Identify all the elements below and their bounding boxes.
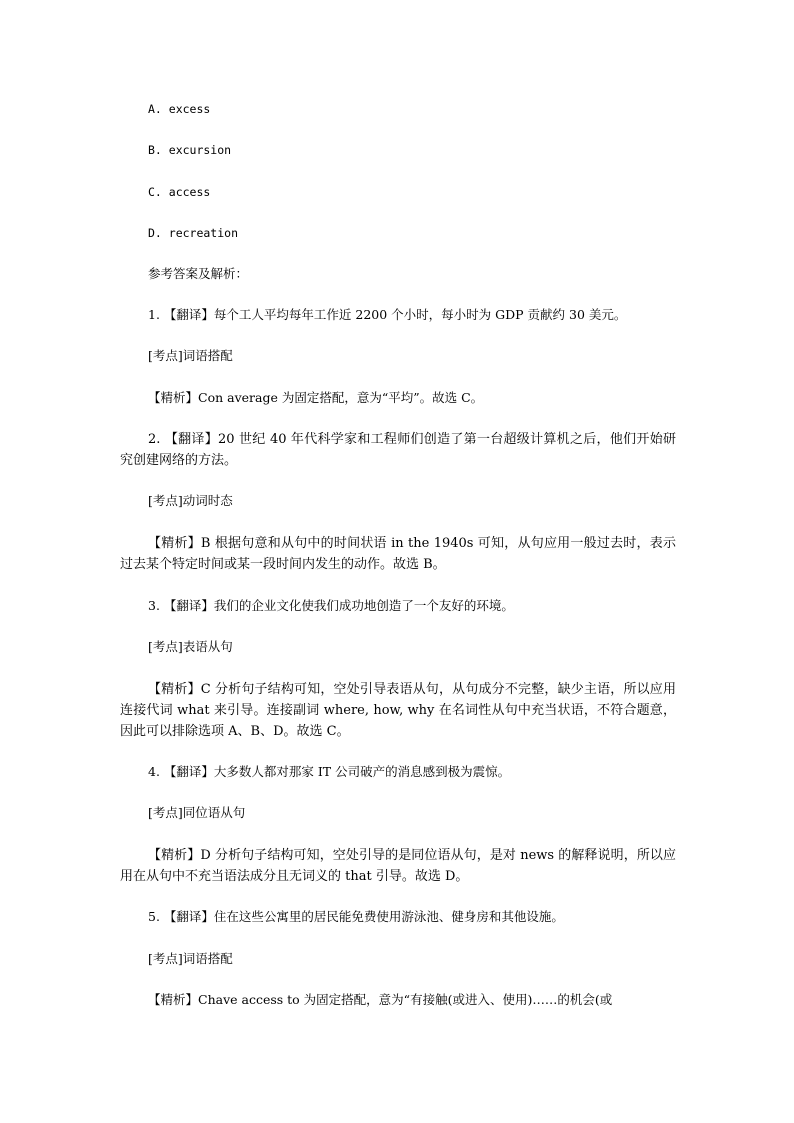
item-5-point: [考点]词语搭配 (148, 951, 233, 966)
item-2-point: [考点]动词时态 (148, 493, 233, 508)
item-3-point: [考点]表语从句 (148, 639, 233, 654)
item-4-point: [考点]同位语从句 (148, 805, 246, 820)
option-c: C. access (148, 185, 211, 199)
item-1-translation: 1. 【翻译】每个工人平均每年工作近 2200 个小时，每小时为 GDP 贡献约 30 美元。 (148, 307, 627, 322)
item-1-point: [考点]词语搭配 (148, 348, 233, 363)
item-2-translation: 2. 【翻译】20 世纪 40 年代科学家和工程师们创造了第一台超级计算机之后，他们开始研究创建网络的方法。 (120, 432, 676, 468)
item-5-translation: 5. 【翻译】住在这些公寓里的居民能免费使用游泳池、健身房和其他设施。 (148, 909, 564, 924)
item-5-analysis: 【精析】Chave access to 为固定搭配，意为“有接触(或进入、使用)……的机会(或 (148, 992, 613, 1007)
option-b: B. excursion (148, 143, 232, 157)
item-3-analysis: 【精析】C 分析句子结构可知，空处引导表语从句，从句成分不完整，缺少主语，所以应用连接代词 what 来引导。连接副词 where, how, why 在名词性从句中充当状语，不符合题意，因此可以排除选项 A、B、D。故选 C。 (120, 682, 676, 739)
item-1-analysis: 【精析】Con average 为固定搭配，意为“平均”。故选 C。 (148, 390, 484, 405)
item-3-translation: 3. 【翻译】我们的企业文化使我们成功地创造了一个友好的环境。 (148, 598, 514, 613)
item-2-analysis: 【精析】B 根据句意和从句中的时间状语 in the 1940s 可知，从句应用一般过去时，表示过去某个特定时间或某一段时间内发生的动作。故选 B。 (120, 536, 676, 572)
item-4-translation: 4. 【翻译】大多数人都对那家 IT 公司破产的消息感到极为震惊。 (148, 764, 511, 779)
answer-heading: 参考答案及解析： (148, 266, 249, 281)
item-4-analysis: 【精析】D 分析句子结构可知，空处引导的是同位语从句，是对 news 的解释说明，所以应用在从句中不充当语法成分且无词义的 that 引导。故选 D。 (120, 848, 676, 884)
option-d: D. recreation (148, 226, 239, 240)
option-a: A. excess (148, 102, 211, 116)
